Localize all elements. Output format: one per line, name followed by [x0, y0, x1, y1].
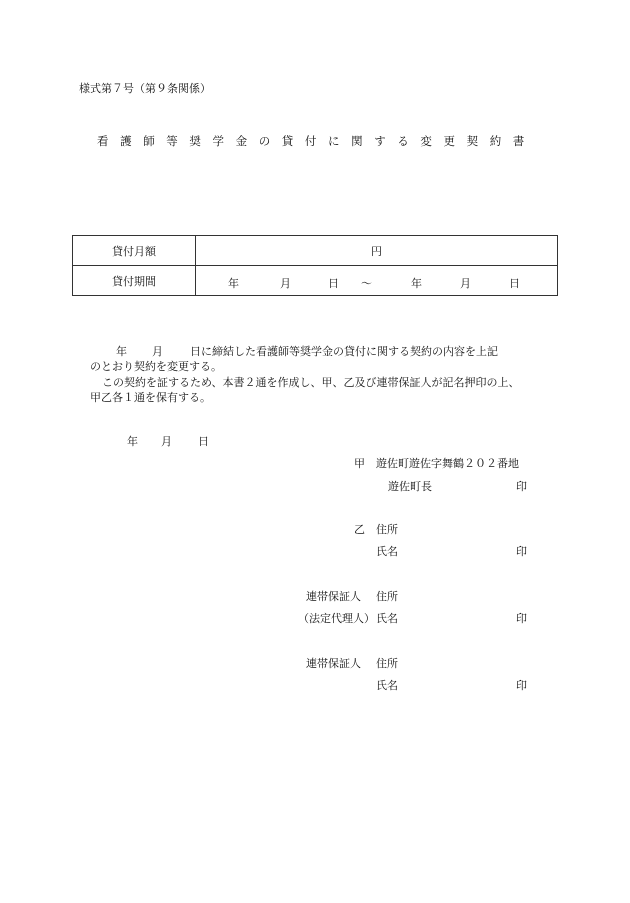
party-b-seal: 印: [516, 545, 527, 558]
monthly-amount-value: 円: [196, 236, 558, 266]
party-b-name-label: 氏名: [376, 545, 398, 558]
period-start-month: 月: [280, 277, 291, 290]
party-a-seal: 印: [516, 480, 527, 493]
monthly-amount-label: 貸付月額: [73, 236, 196, 266]
body-paragraph2-line2: 甲乙各１通を保有する。: [90, 391, 211, 404]
period-end-year: 年: [411, 277, 422, 290]
body-paragraph2: この契約を証するため、本書２通を作成し、甲、乙及び連帯保証人が記名押印の上、: [102, 376, 520, 389]
date-day: 日: [198, 435, 209, 448]
table-row: [73, 236, 558, 266]
page-title: 看護師等奨学金の貸付に関する変更契約書: [97, 134, 536, 148]
guarantor1-label: 連帯保証人: [306, 590, 361, 603]
guarantor1-name-label: 氏名: [376, 612, 398, 625]
body-paragraph1: 日に締結した看護師等奨学金の貸付に関する契約の内容を上記: [190, 345, 498, 358]
period-start-day: 日: [328, 277, 339, 290]
guarantor1-legal-rep: （法定代理人）: [298, 612, 375, 625]
period-start-year: 年: [228, 277, 239, 290]
guarantor2-seal: 印: [516, 679, 527, 692]
guarantor2-address-label: 住所: [376, 657, 398, 670]
guarantor2-name-label: 氏名: [376, 679, 398, 692]
period-end-day: 日: [509, 277, 520, 290]
form-number: 様式第７号（第９条関係）: [79, 82, 211, 95]
party-b-label: 乙: [354, 523, 365, 536]
loan-period-value: [196, 266, 558, 296]
period-tilde: ～: [361, 277, 372, 290]
party-a-name: 遊佐町長: [388, 480, 432, 493]
loan-table: [72, 235, 558, 296]
body-paragraph1-line2: のとおり契約を変更する。: [90, 360, 222, 373]
guarantor1-seal: 印: [516, 612, 527, 625]
body-month: 月: [152, 345, 163, 358]
table-row: [73, 266, 558, 296]
body-year: 年: [116, 345, 127, 358]
date-year: 年: [127, 435, 138, 448]
party-a-label: 甲: [354, 457, 365, 470]
guarantor2-label: 連帯保証人: [306, 657, 361, 670]
date-month: 月: [161, 435, 172, 448]
loan-period-label: 貸付期間: [73, 266, 196, 296]
party-b-address-label: 住所: [376, 523, 398, 536]
party-a-address: 遊佐町遊佐字舞鶴２０２番地: [376, 457, 519, 470]
guarantor1-address-label: 住所: [376, 590, 398, 603]
period-end-month: 月: [460, 277, 471, 290]
